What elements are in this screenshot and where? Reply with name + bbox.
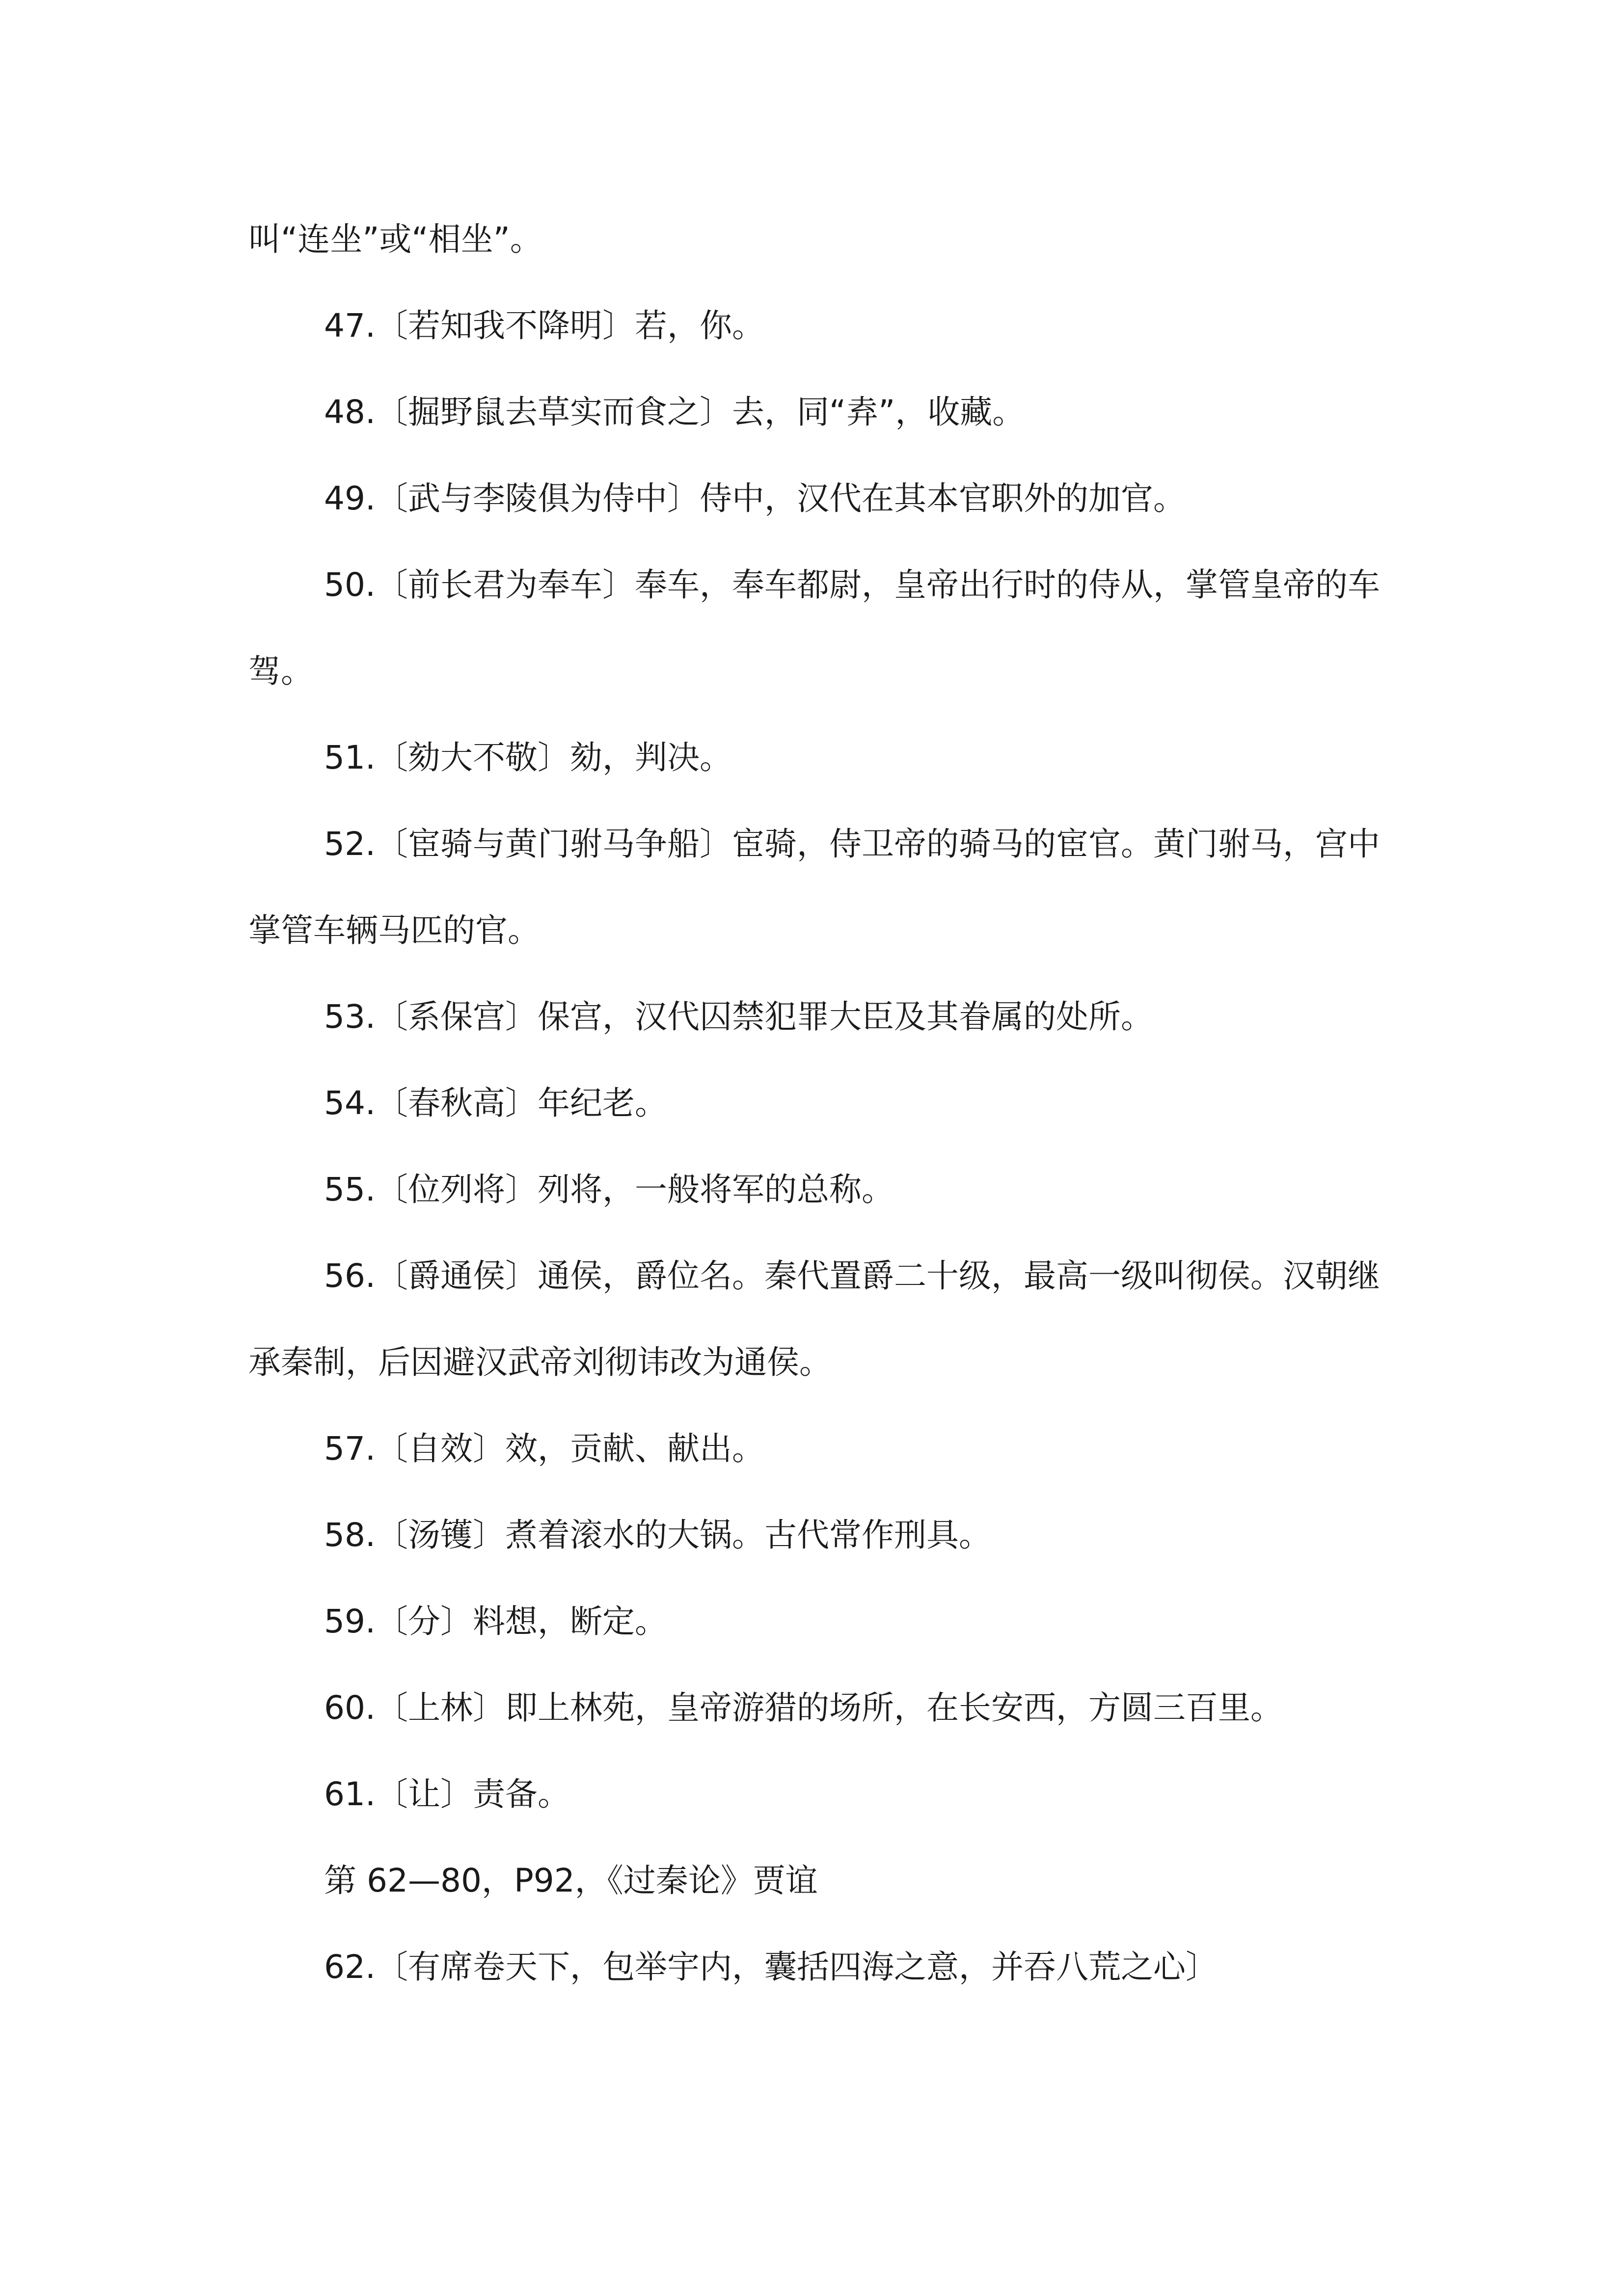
annotation-60: 60.〔上林〕即上林苑，皇帝游猎的场所，在长安西，方圆三百里。: [324, 1689, 1283, 1727]
annotation-61: 61.〔让〕责备。: [324, 1775, 570, 1813]
annotation-53: 53.〔系保宫〕保宫，汉代囚禁犯罪大臣及其眷属的处所。: [324, 998, 1153, 1036]
annotation-47: 47.〔若知我不降明〕若，你。: [324, 307, 764, 345]
annotation-49: 49.〔武与李陵俱为侍中〕侍中，汉代在其本官职外的加官。: [324, 480, 1186, 517]
annotation-50: 50.〔前长君为奉车〕奉车，奉车都尉，皇帝出行时的侍从，掌管皇帝的车驾。: [248, 566, 1380, 690]
paragraph-continuation: 叫“连坐”或“相坐”。: [248, 220, 542, 258]
annotation-62: 62.〔有席卷天下，包举宇内，囊括四海之意，并吞八荒之心〕: [324, 1948, 1218, 1986]
annotation-55: 55.〔位列将〕列将，一般将军的总称。: [324, 1171, 894, 1208]
document-body: [248, 196, 1392, 2010]
annotation-56: 56.〔爵通侯〕通侯，爵位名。秦代置爵二十级，最高一级叫彻侯。汉朝继承秦制，后因避汉武帝刘彻讳改为通侯。: [248, 1257, 1380, 1381]
annotation-59: 59.〔分〕料想，断定。: [324, 1602, 667, 1640]
annotation-51: 51.〔劾大不敬〕劾，判决。: [324, 739, 732, 776]
annotation-57: 57.〔自效〕效，贡献、献出。: [324, 1430, 764, 1468]
annotation-52: 52.〔宦骑与黄门驸马争船〕宦骑，侍卫帝的骑马的宦官。黄门驸马，宫中掌管车辆马匹的官。: [248, 825, 1380, 949]
annotation-58: 58.〔汤镬〕煮着滚水的大锅。古代常作刑具。: [324, 1516, 991, 1554]
section-heading: 第 62—80，P92，《过秦论》贾谊: [324, 1862, 818, 1899]
annotation-48: 48.〔掘野鼠去草实而食之〕去，同“弆”，收藏。: [324, 393, 1025, 431]
annotation-54: 54.〔春秋高〕年纪老。: [324, 1084, 667, 1122]
